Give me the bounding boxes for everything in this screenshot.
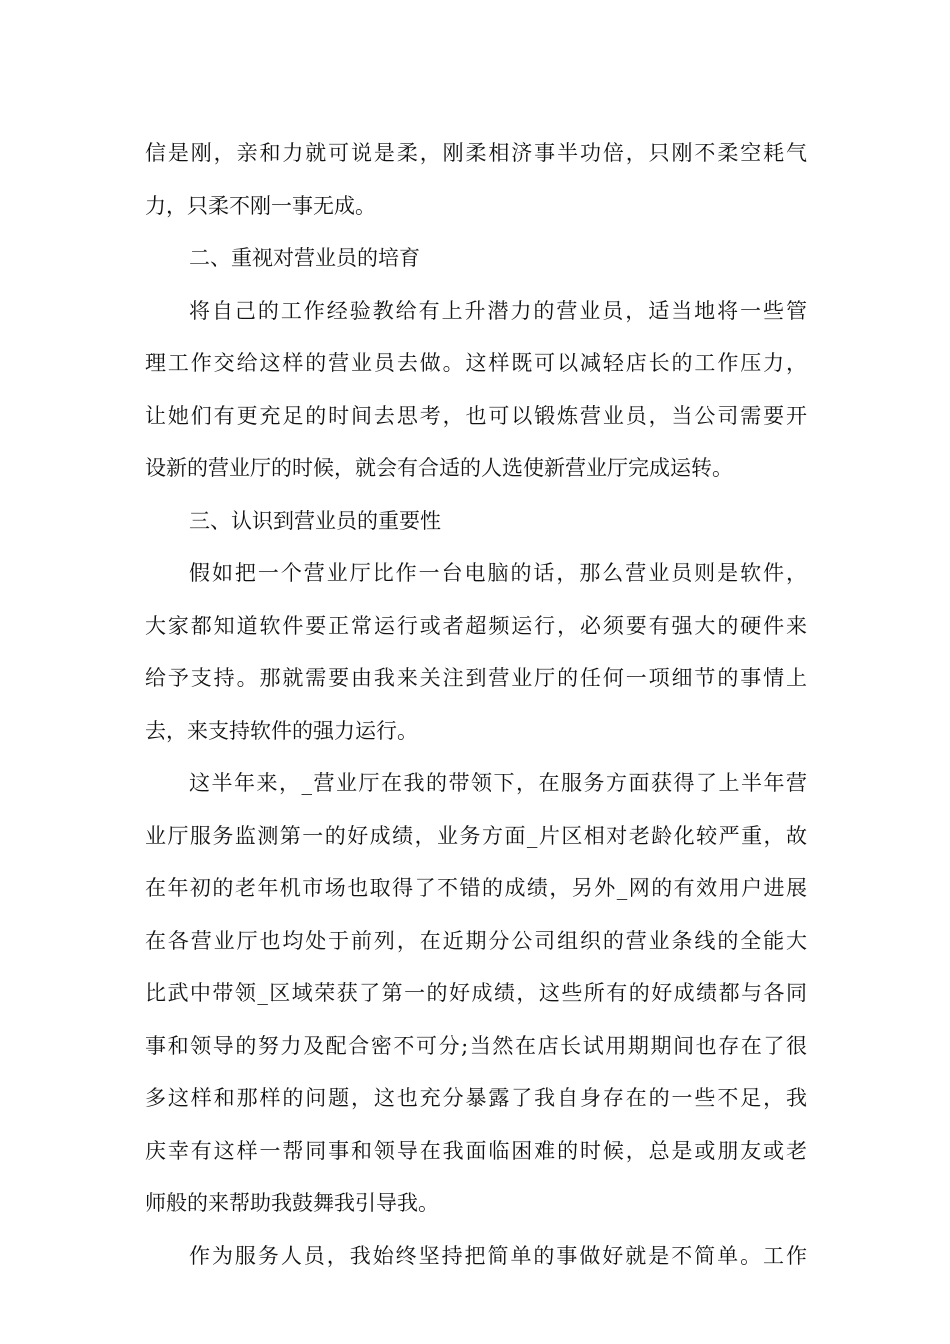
text-line: 比武中带领_区域荣获了第一的好成绩，这些所有的好成绩都与各同 xyxy=(145,981,807,1005)
text-line: 让她们有更充足的时间去思考，也可以锻炼营业员，当公司需要开 xyxy=(145,403,807,428)
body-text xyxy=(145,127,807,1282)
text-line: 设新的营业厅的时候，就会有合适的人选使新营业厅完成运转。 xyxy=(145,456,733,480)
text-line: 业厅服务监测第一的好成绩，业务方面_片区相对老龄化较严重，故 xyxy=(145,823,807,848)
text-line: 理工作交给这样的营业员去做。这样既可以减轻店长的工作压力， xyxy=(145,351,807,375)
text-line: 师般的来帮助我鼓舞我引导我。 xyxy=(145,1191,439,1215)
text-line: 力，只柔不刚一事无成。 xyxy=(145,193,376,218)
text-line: 这半年来，_营业厅在我的带领下，在服务方面获得了上半年营 xyxy=(189,771,807,795)
text-line: 庆幸有这样一帮同事和领导在我面临困难的时候，总是或朋友或老 xyxy=(145,1138,807,1163)
text-line: 多这样和那样的问题，这也充分暴露了我自身存在的一些不足，我 xyxy=(145,1086,807,1110)
text-line: 给予支持。那就需要由我来关注到营业厅的任何一项细节的事情上 xyxy=(145,666,807,690)
text-line: 在年初的老年机市场也取得了不错的成绩，另外_网的有效用户进展 xyxy=(145,876,807,900)
text-line: 信是刚，亲和力就可说是柔，刚柔相济事半功倍，只刚不柔空耗气 xyxy=(145,141,807,165)
section-heading: 二、重视对营业员的培育 xyxy=(189,246,420,270)
text-line: 事和领导的努力及配合密不可分;当然在店长试用期期间也存在了很 xyxy=(145,1033,807,1058)
text-line: 去，来支持软件的强力运行。 xyxy=(145,718,418,743)
section-heading: 三、认识到营业员的重要性 xyxy=(189,508,441,533)
text-line: 假如把一个营业厅比作一台电脑的话，那么营业员则是软件， xyxy=(189,561,807,585)
text-line: 大家都知道软件要正常运行或者超频运行，必须要有强大的硬件来 xyxy=(145,613,807,638)
text-line: 在各营业厅也均处于前列，在近期分公司组织的营业条线的全能大 xyxy=(145,928,807,953)
text-line: 将自己的工作经验教给有上升潜力的营业员，适当地将一些管 xyxy=(189,298,807,323)
text-line: 作为服务人员，我始终坚持把简单的事做好就是不简单。工作 xyxy=(189,1243,807,1268)
